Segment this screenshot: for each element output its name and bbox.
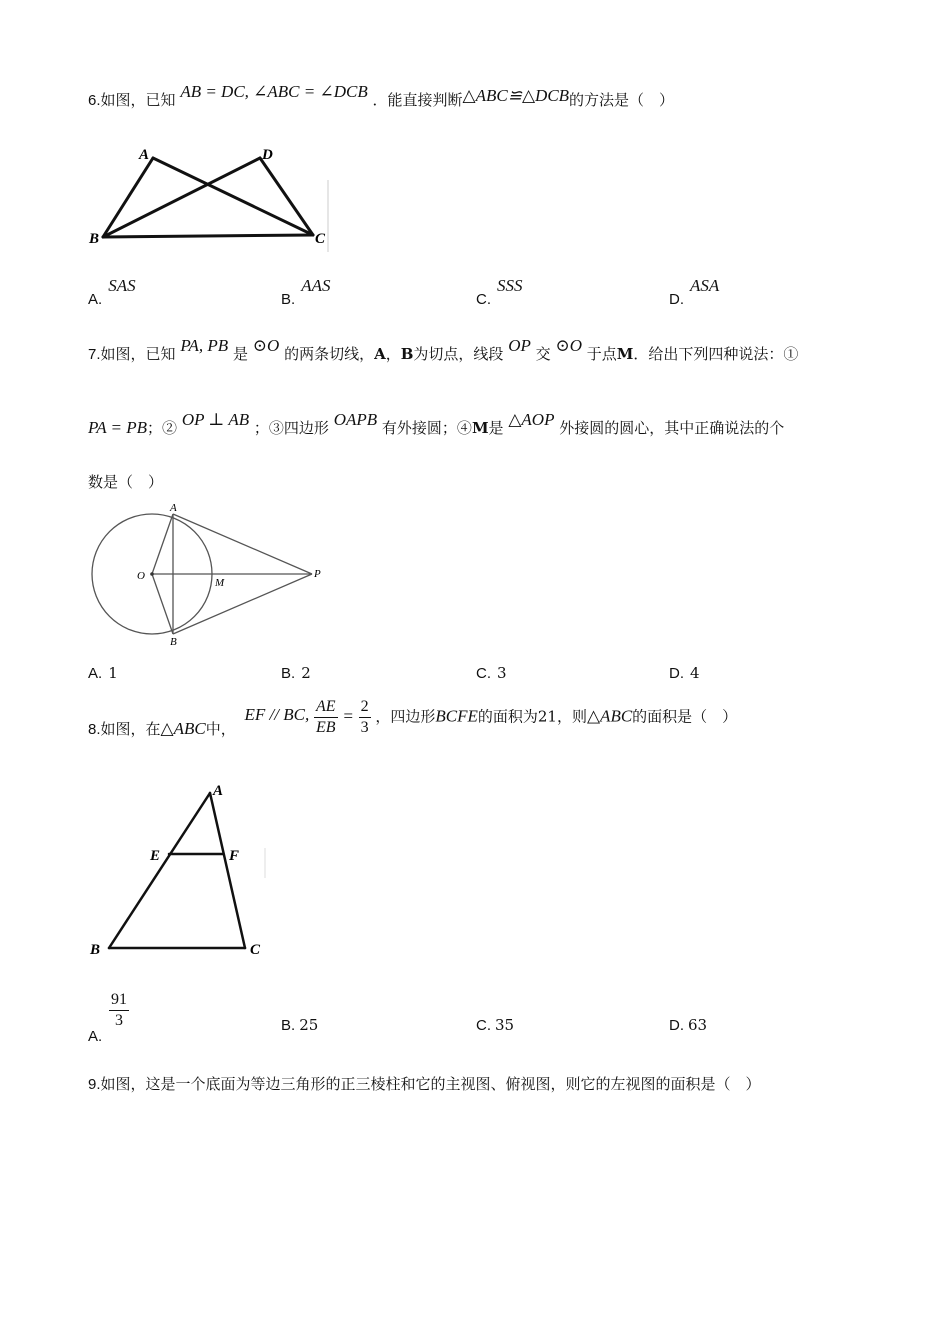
q6-intro: 如图，已知 — [100, 91, 176, 109]
q7-figure — [85, 500, 335, 650]
q7-radius-oa — [152, 514, 173, 574]
q7-stem-line1: 7.如图，已知 PA, PB 是 ⊙O 的两条切线，A，B为切点，线段 OP 交 ⊙O 于点M．给出下列四种说法：① — [88, 336, 799, 363]
q8-option-c[interactable]: C. 35 — [476, 1016, 515, 1034]
q8-number: 8. — [88, 720, 101, 738]
q8-option-a[interactable]: A. $\frac{91}{3}$ — [88, 991, 127, 1045]
q8-label-e: E — [150, 848, 161, 864]
q8-label-b: B — [90, 942, 101, 958]
q8-condition: EF // BC, — [244, 704, 310, 724]
q7-option-a[interactable]: A. 1 — [88, 664, 118, 682]
q6-target: △ABC≌△DCB — [462, 86, 570, 105]
q6-option-c[interactable]: C.SSS — [476, 276, 523, 308]
q6-option-d[interactable]: D.ASA — [669, 276, 720, 308]
q8-value-fraction: $\frac{2}{3}$ — [360, 698, 369, 736]
q6-mid: ．能直接判断 — [372, 91, 463, 109]
q7-label-o: O — [137, 570, 145, 582]
q7-label-a: A — [170, 502, 177, 514]
q7-option-c[interactable]: C. 3 — [476, 664, 507, 682]
q9-number: 9. — [88, 1076, 101, 1093]
q6-figure — [85, 140, 335, 255]
q8-ratio-fraction: $\frac{AE}{EB}$ — [316, 698, 336, 736]
q7-label-b: B — [170, 636, 177, 648]
q6-option-a[interactable]: A.SAS — [88, 276, 136, 308]
q7-statement-1: PA = PB — [88, 418, 148, 437]
q7-tangent-pb — [173, 574, 312, 634]
q7-radius-ob — [152, 574, 173, 634]
q7-label-m: M — [215, 577, 225, 589]
q8-label-f: F — [229, 848, 240, 864]
q7-statement-3: OAPB — [333, 410, 378, 429]
q8-label-c: C — [250, 942, 261, 958]
q8-edge-ac — [210, 793, 245, 948]
q6-option-b[interactable]: B.AAS — [281, 276, 331, 308]
q6-label-c: C — [315, 231, 326, 247]
q7-option-b[interactable]: B. 2 — [281, 664, 311, 682]
q6-edge-ac — [153, 158, 313, 235]
q8-option-d[interactable]: D. 63 — [669, 1016, 708, 1034]
q8-label-a: A — [213, 783, 224, 799]
q6-stem — [88, 82, 675, 115]
q6-label-a: A — [139, 147, 150, 163]
q8-stem: 8.如图，在△ABC中， EF // BC, $\frac{AE}{EB}$ = $\frac{2}{3}$ ，四边形BCFE的面积为21，则△ABC的面积是（ ） — [88, 698, 738, 738]
q7-stem-line2: PA = PB；② OP ⊥ AB ；③四边形 OAPB 有外接圆；④M是 △AOP 外接圆的圆心，其中正确说法的个 — [88, 410, 785, 437]
q8-option-b[interactable]: B. 25 — [281, 1016, 319, 1034]
q9-stem: 9.如图，这是一个底面为等边三角形的正三棱柱和它的主视图、俯视图，则它的左视图的面积是（ ） — [88, 1075, 761, 1093]
q8-edge-ab — [109, 793, 210, 948]
q6-label-b: B — [89, 231, 100, 247]
q7-number: 7. — [88, 346, 101, 363]
q7-tangent-pa — [173, 514, 312, 574]
q8-figure — [85, 778, 275, 968]
q7-option-d[interactable]: D. 4 — [669, 664, 700, 682]
q6-label-d: D — [262, 147, 273, 163]
q7-statement-4: △AOP — [508, 410, 555, 429]
q6-number: 6. — [88, 92, 101, 109]
q6-given: AB = DC, ∠ABC = ∠DCB — [180, 82, 368, 101]
q7-stem-line3: 数是（ ） — [88, 473, 164, 491]
q6-edge-bc — [103, 235, 313, 237]
q6-tail: 的方法是（ ） — [569, 91, 675, 109]
q7-statement-2: OP ⊥ AB — [181, 410, 250, 429]
q7-label-p: P — [314, 568, 321, 580]
